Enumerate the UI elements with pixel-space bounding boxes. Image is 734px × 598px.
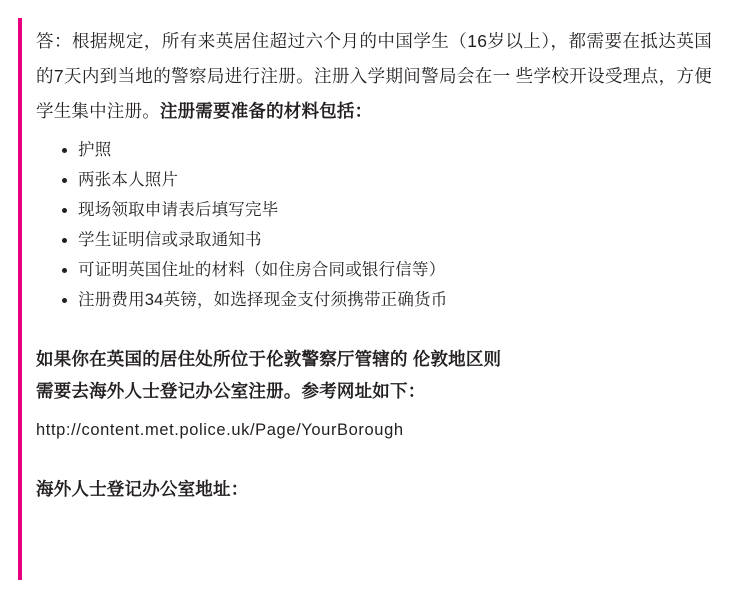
answer-body-text: 根据规定，所有来英居住超过六个月的中国学生（16岁以上），都需要在抵达英国的7天内到当地的警察局进行注册。注册入学期间警局会在一 些学校开设受理点，方便学生集中注册。 <box>36 31 712 121</box>
answer-lead-label: 答： <box>36 31 72 51</box>
list-item-label: 两张本人照片 <box>78 171 179 189</box>
list-item-label: 学生证明信或录取通知书 <box>78 231 262 249</box>
list-item-label: 现场领取申请表后填写完毕 <box>78 201 279 219</box>
london-note-line-1: 如果你在英国的居住处所位于伦敦警察厅管辖的 伦敦地区则 <box>36 349 502 369</box>
list-item <box>36 225 712 255</box>
accent-bar <box>18 18 22 580</box>
spacer <box>36 315 712 343</box>
met-police-url-link[interactable]: http://content.met.police.uk/Page/YourBorough <box>36 421 404 439</box>
london-note-line-2: 需要去海外人士登记办公室注册。参考网址如下： <box>36 381 426 401</box>
list-item-label: 注册费用34英镑，如选择现金支付须携带正确货币 <box>78 291 448 309</box>
spacer <box>36 445 712 473</box>
answer-paragraph <box>36 24 712 129</box>
list-item-label: 护照 <box>78 141 112 159</box>
document-content <box>36 24 712 505</box>
spacer <box>36 407 712 415</box>
address-heading: 海外人士登记办公室地址： <box>36 479 249 499</box>
materials-heading: 注册需要准备的材料包括： <box>159 101 373 121</box>
list-item-label: 可证明英国住址的材料（如住房合同或银行信等） <box>78 261 446 279</box>
list-item <box>36 195 712 225</box>
list-item <box>36 165 712 195</box>
list-item <box>36 285 712 315</box>
list-item <box>36 135 712 165</box>
materials-list <box>36 135 712 315</box>
list-item <box>36 255 712 285</box>
